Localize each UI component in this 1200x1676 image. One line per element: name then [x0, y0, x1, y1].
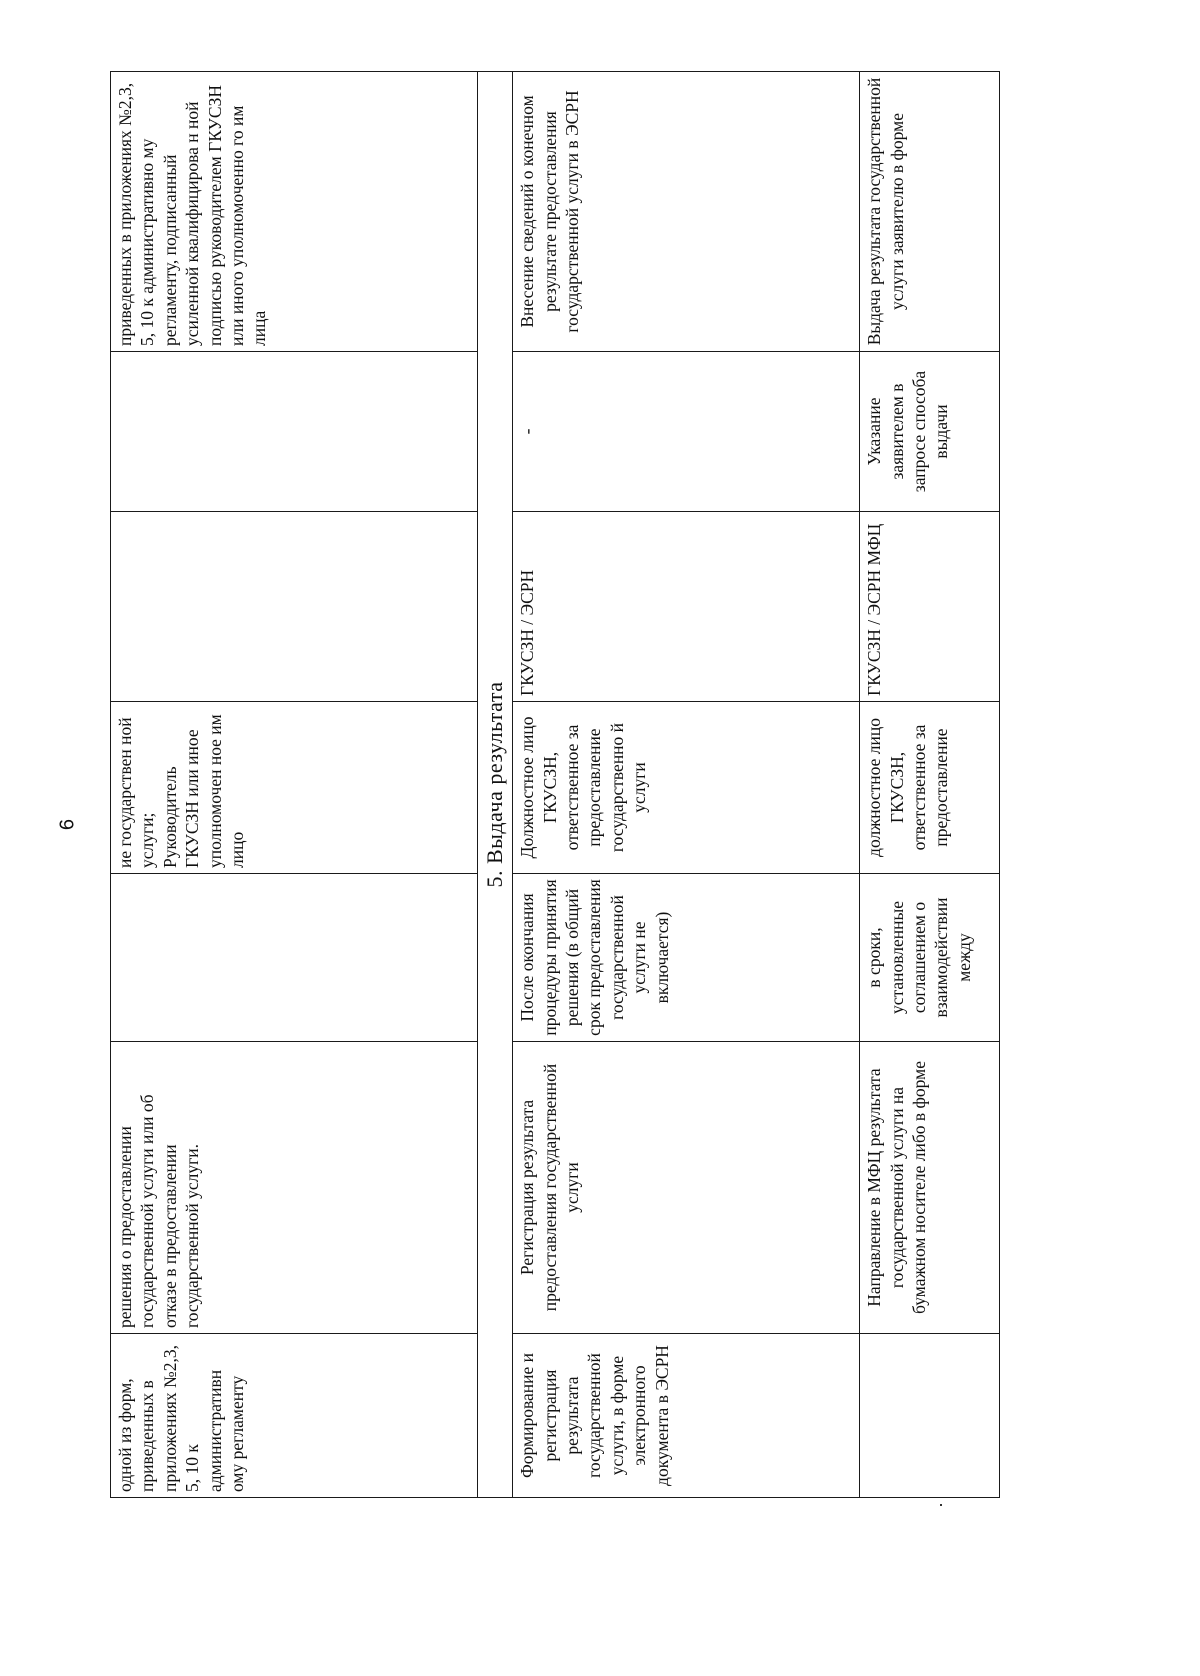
- scan-speck: [940, 1504, 942, 1506]
- table-cell: в сроки, установленные соглашением о взаимодействии между: [860, 874, 1000, 1042]
- table-row: [860, 72, 1000, 1498]
- rotated-table-container: [110, 72, 990, 1498]
- table-cell: должностное лицо ГКУСЗН, ответственное за предоставление: [860, 702, 1000, 874]
- table-row: [111, 72, 478, 1498]
- table-cell: [111, 512, 478, 702]
- table-cell: [860, 1334, 1000, 1498]
- table-cell: ГКУСЗН / ЭСРН: [513, 512, 860, 702]
- table-cell: -: [513, 352, 860, 512]
- section-row: [478, 72, 513, 1498]
- table-cell: Должностное лицо ГКУСЗН, ответственное за предоставление государственно й услуги: [513, 702, 860, 874]
- table-cell: Выдача результата государственной услуги заявителю в форме: [860, 72, 1000, 352]
- table-cell: решения о предоставлении государственной услуги или об отказе в предоставлении государственной услуги.: [111, 1042, 478, 1334]
- procedure-table: [110, 71, 1000, 1498]
- table-row: [513, 72, 860, 1498]
- section-title: 5. Выдача результата: [478, 72, 513, 1498]
- table-cell: Внесение сведений о конечном результате предоставления государственной услуги в ЭСРН: [513, 72, 860, 352]
- table-cell: приведенных в приложениях №2,3, 5, 10 к административно му регламенту, подписанный усиленной квалифицирова н ной подписью руководителем ГКУСЗН или иного уполномоченно го им лица: [111, 72, 478, 352]
- table-cell: ие государствен ной услуги; Руководитель ГКУСЗН или иное уполномочен ное им лицо: [111, 702, 478, 874]
- table-cell: ГКУСЗН / ЭСРН МФЦ: [860, 512, 1000, 702]
- table-cell: [111, 352, 478, 512]
- page-number: 6: [56, 818, 79, 831]
- table-cell: После окончания процедуры принятия решения (в общий срок предоставления государственной услуги не включается): [513, 874, 860, 1042]
- table-cell: Формирование и регистрация результата государственной услуги, в форме электронного документа в ЭСРН: [513, 1334, 860, 1498]
- table-cell: [111, 874, 478, 1042]
- table-cell: одной из форм, приведенных в приложениях №2,3, 5, 10 к административн ому регламенту: [111, 1334, 478, 1498]
- table-cell: Направление в МФЦ результата государственной услуги на бумажном носителе либо в форме: [860, 1042, 1000, 1334]
- table-cell: Указание заявителем в запросе способа выдачи: [860, 352, 1000, 512]
- table-cell: Регистрация результата предоставления государственной услуги: [513, 1042, 860, 1334]
